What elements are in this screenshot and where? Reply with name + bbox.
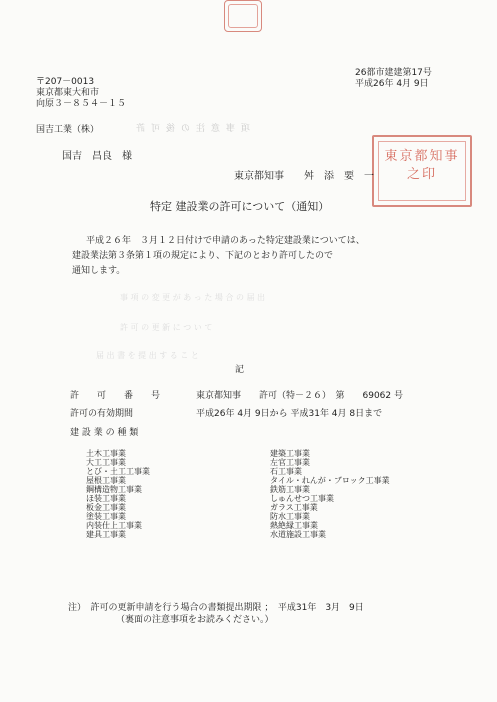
- bleed-through-heading: 項事意注の後可許: [130, 124, 251, 134]
- business-type-item: とび・土工工事業: [86, 467, 150, 476]
- permit-number-label: 許 可 番 号: [70, 391, 161, 401]
- business-type-item: 石工事業: [270, 467, 302, 476]
- address-line-1: 東京都東大和市: [36, 88, 100, 98]
- business-type-item: 大工工事業: [86, 458, 126, 467]
- business-type-item: 鉄筋工事業: [270, 485, 310, 494]
- business-type-item: 土木工事業: [86, 449, 126, 458]
- body-line-3: 通知します。: [72, 266, 126, 276]
- sender: 東京都知事 舛 添 要 一: [234, 171, 374, 182]
- company-name: 国吉工業（株）: [36, 125, 100, 135]
- permit-number-value: 東京都知事 許可（特－２６） 第 69062 号: [196, 391, 403, 401]
- footer-note-line-2: （裏面の注意事項をお読みください。）: [116, 615, 274, 625]
- addressee: 国吉 昌良 様: [62, 151, 132, 162]
- business-type-item: 熱絶縁工事業: [270, 521, 318, 530]
- business-type-item: 防水工事業: [270, 512, 310, 521]
- validity-value: 平成26年 4月 9日から 平成31年 4月 8日まで: [196, 409, 383, 419]
- document-number: 26都市建建第17号: [355, 68, 432, 78]
- official-seal-stamp: [372, 135, 472, 207]
- business-type-item: しゅんせつ工事業: [270, 494, 334, 503]
- body-line-1: 平成２６年 ３月１２日付けで申請のあった特定建設業については、: [86, 236, 365, 246]
- business-type-item: 左官工事業: [270, 458, 310, 467]
- business-type-item: タイル・れんが・ブロック工事業: [270, 476, 390, 485]
- business-type-item: ほ装工事業: [86, 494, 126, 503]
- note-heading: 記: [235, 365, 245, 375]
- business-type-item: 塗装工事業: [86, 512, 126, 521]
- footer-note-line-1: 注） 許可の更新申請を行う場合の書類提出期限 ； 平成31年 3月 9日: [68, 603, 364, 613]
- business-type-item: 鋼構造物工事業: [86, 485, 142, 494]
- document-date: 平成26年 4月 9日: [355, 79, 429, 89]
- business-type-item: 建具工事業: [86, 530, 126, 539]
- business-type-item: 屋根工事業: [86, 476, 126, 485]
- business-types-label: 建 設 業 の 種 類: [70, 428, 139, 438]
- business-types-left-list: [86, 449, 150, 539]
- business-type-item: ガラス工事業: [270, 503, 318, 512]
- business-type-item: 水道施設工事業: [270, 530, 326, 539]
- validity-label: 許可の有効期間: [70, 409, 134, 419]
- document-title: 特定 建設業の許可について（通知）: [150, 200, 330, 213]
- bleed-through-line: 事 項 の 変 更 が あ っ た 場 合 の 届 出: [120, 293, 266, 302]
- business-type-item: 建築工事業: [270, 449, 310, 458]
- address-line-2: 向原３－８５４－１５: [36, 99, 127, 109]
- seal-text: 東京都知事之印: [378, 141, 466, 201]
- bleed-through-line: 届 出 書 を 提 出 す る こ と: [96, 351, 199, 360]
- bleed-through-line: 許 可 の 更 新 に つ い て: [120, 323, 213, 332]
- business-types-right-list: [270, 449, 390, 539]
- top-seal-stamp: [224, 0, 262, 32]
- postal-code: 〒207－0013: [36, 77, 95, 87]
- body-line-2: 建設業法第３条第１項の規定により、下記のとおり許可したので: [72, 251, 334, 261]
- business-type-item: 内装仕上工事業: [86, 521, 142, 530]
- business-type-item: 板金工事業: [86, 503, 126, 512]
